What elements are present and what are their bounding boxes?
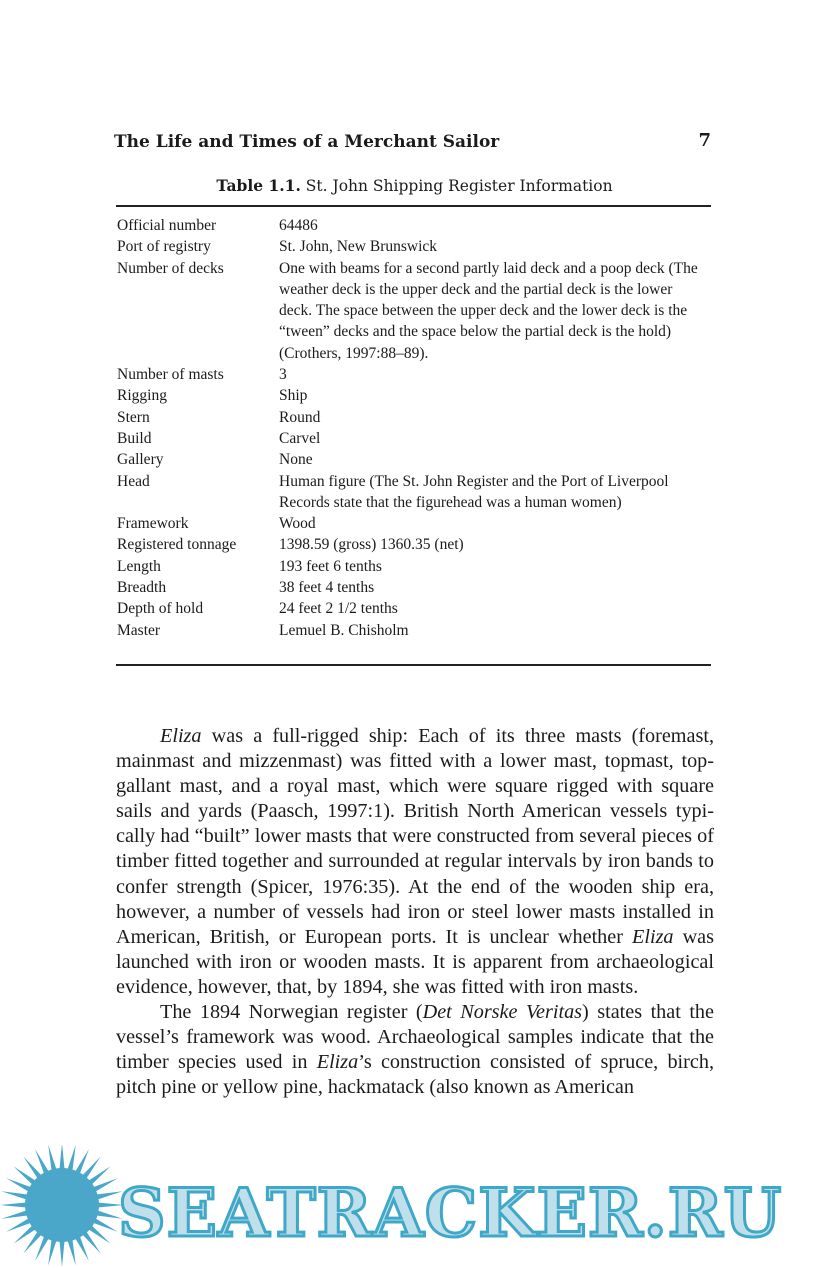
row-value: 24 feet 2 1/2 tenths — [279, 600, 398, 618]
table-row — [116, 449, 711, 470]
table-row — [116, 598, 711, 619]
row-value: 64486 — [279, 217, 318, 234]
table-row — [116, 364, 711, 385]
table-row — [116, 407, 711, 428]
row-value: One with beams for a second partly laid deck and a poop deck (The weather deck is the upper deck and the partial deck is the lower deck. The space between the upper deck and the lower deck is the “tween” decks and the space below the partial deck is the hold) (Crothers, 1997:88–89). — [279, 259, 698, 362]
row-key: Number of masts — [117, 366, 224, 384]
table-row — [116, 215, 711, 236]
table-row — [116, 534, 711, 555]
row-value: 193 feet 6 tenths — [279, 557, 382, 575]
paragraph-text: was launched with iron or wooden masts. It is apparent from archaeological evidence, however, that, by 1894, she was fitted with iron masts. — [116, 925, 714, 998]
row-value: Carvel — [279, 429, 321, 447]
ship-name: Eliza — [632, 925, 674, 948]
row-value: Round — [279, 408, 321, 426]
watermark-text: SEATRACKER.RU — [118, 1174, 783, 1252]
paragraph-text: ’s construction consisted of spruce, birch, pitch pine or yellow pine, hackmatack (also known as American — [116, 1051, 714, 1099]
row-key: Length — [117, 557, 161, 575]
table-row — [116, 428, 711, 449]
body-text — [116, 724, 714, 1100]
sun-ray — [48, 1239, 56, 1265]
row-key: Port of registry — [117, 238, 211, 256]
row-value: None — [279, 451, 313, 469]
table-top-rule — [116, 205, 711, 207]
row-key: Registered tonnage — [117, 536, 237, 554]
page-number: 7 — [698, 130, 711, 151]
row-value: Ship — [279, 387, 308, 405]
row-value: Lemuel B. Chisholm — [279, 621, 409, 639]
sun-ray — [6, 1218, 31, 1232]
row-value: Human figure (The St. John Register and the Port of Liverpool Records state that the figurehead was a human women) — [279, 472, 669, 511]
sun-ray — [2, 1191, 28, 1199]
sun-ray — [59, 1145, 64, 1169]
row-key: Master — [117, 621, 161, 639]
running-head-title: The Life and Times of a Merchant Sailor — [114, 132, 500, 152]
row-value: Wood — [279, 515, 316, 533]
table-row — [116, 513, 711, 534]
sun-ray — [59, 1241, 64, 1267]
sun-ray — [35, 1236, 49, 1261]
table-row — [116, 471, 711, 514]
sun-ray — [75, 1236, 89, 1261]
sun-ray — [35, 1149, 49, 1174]
row-value: St. John, New Brunswick — [279, 238, 438, 256]
paragraph-text: ) states that the vessel’s framework was wood. Archaeological samples indicate that the timber species used in — [116, 1001, 714, 1074]
table-row — [116, 236, 711, 257]
row-key: Depth of hold — [117, 600, 204, 618]
row-key: Framework — [117, 515, 189, 533]
paragraph — [116, 1000, 714, 1100]
sun-ray — [75, 1149, 89, 1174]
register-name: Det Norske Veritas — [422, 1001, 583, 1024]
row-key: Number of decks — [117, 259, 224, 277]
sun-ray — [68, 1239, 76, 1265]
row-value: 38 feet 4 tenths — [279, 579, 375, 597]
row-value: 1398.59 (gross) 1360.35 (net) — [279, 536, 464, 554]
table-caption — [118, 176, 711, 195]
table-row — [116, 556, 711, 577]
table-caption-text: St. John Shipping Register Information — [305, 177, 613, 195]
paragraph-text: was a full-rigged ship: Each of its three masts (foremast, mainmast and mizzenmast) was fitted with a lower mast, topmast, topgallant mast, and a royal mast, which were square rigged with square sails and yards (Paasch, 1997:1). British North American vessels typically had “built” lower masts that were constructed from several pieces of timber fitted together and surrounded at regular intervals by iron bands to confer strength (Spicer, 1976:35). At the end of the wooden ship era, however, a number of vessels had iron or steel lower masts installed in American, British, or European ports. It is unclear whether — [116, 725, 714, 948]
table-row — [116, 258, 711, 364]
sun-disc — [25, 1168, 99, 1242]
sun-ray — [93, 1178, 118, 1192]
row-value: 3 — [279, 366, 287, 384]
table-row — [116, 577, 711, 598]
register-table — [116, 215, 711, 641]
sun-ray — [48, 1145, 56, 1171]
table-label: Table 1.1. — [216, 176, 301, 195]
row-key: Official number — [117, 217, 217, 234]
row-key: Head — [117, 472, 150, 490]
paragraph — [116, 724, 714, 1000]
sun-ray — [93, 1218, 118, 1232]
table-bottom-rule — [116, 664, 711, 666]
ship-name: Eliza — [160, 725, 202, 747]
sun-ray — [6, 1178, 31, 1192]
table-row — [116, 385, 711, 406]
row-key: Breadth — [117, 579, 167, 597]
paragraph-text: The 1894 Norwegian register ( — [160, 1001, 423, 1024]
ship-name: Eliza — [316, 1051, 359, 1074]
sun-ray — [0, 1202, 26, 1207]
row-key: Rigging — [117, 387, 167, 405]
table-row — [116, 620, 711, 641]
running-head — [114, 130, 711, 156]
row-key: Stern — [117, 408, 150, 426]
row-key: Gallery — [117, 451, 164, 469]
row-key: Build — [117, 429, 152, 447]
sun-ray — [2, 1211, 28, 1219]
sun-ray — [68, 1145, 76, 1171]
